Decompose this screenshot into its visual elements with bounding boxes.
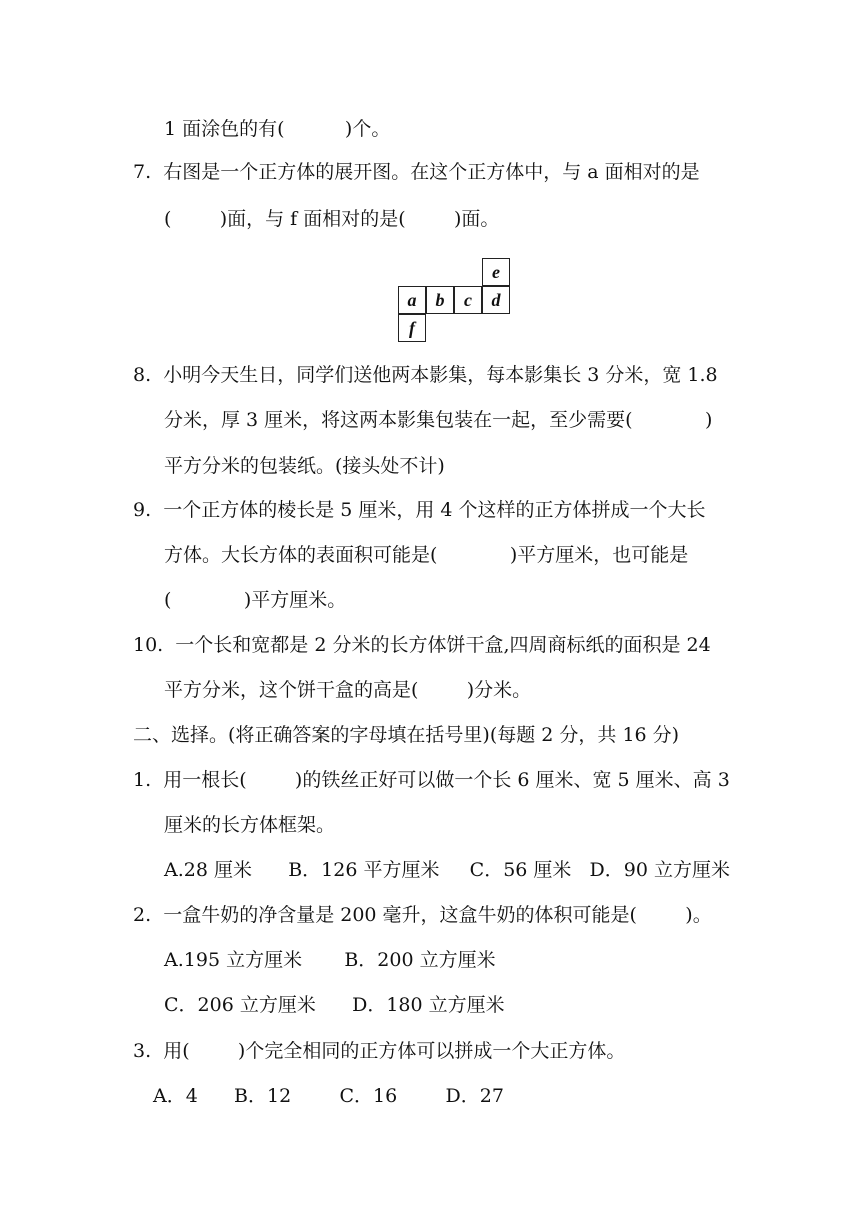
- q10-line-1: 10. 一个长和宽都是 2 分米的长方体饼干盒,四周商标纸的面积是 24: [133, 634, 711, 656]
- cube-net-figure: [398, 258, 510, 342]
- net-face-d: d: [482, 286, 510, 314]
- q10-line-2: 平方分米，这个饼干盒的高是( )分米。: [164, 679, 532, 701]
- net-face-b: b: [426, 286, 454, 314]
- q9-line-3: ( )平方厘米。: [164, 589, 347, 611]
- choice-1-line-2: 厘米的长方体框架。: [164, 814, 336, 836]
- net-face-e: e: [482, 258, 510, 286]
- q8-line-2: 分米，厚 3 厘米，将这两本影集包装在一起，至少需要( ): [164, 409, 713, 431]
- q9-line-2: 方体。大长方体的表面积可能是( )平方厘米，也可能是: [164, 544, 689, 566]
- q7-line-2: ( )面，与 f 面相对的是( )面。: [164, 208, 500, 230]
- choice-1-line-1: 1. 用一根长( )的铁丝正好可以做一个长 6 厘米、宽 5 厘米、高 3: [133, 769, 730, 791]
- net-face-f: f: [398, 314, 426, 342]
- net-face-a: a: [398, 286, 426, 314]
- q8-line-3: 平方分米的包装纸。(接头处不计): [164, 455, 445, 477]
- section-2-heading: 二、选择。(将正确答案的字母填在括号里)(每题 2 分，共 16 分): [133, 724, 680, 746]
- choice-2-options-1: A.195 立方厘米 B．200 立方厘米: [164, 949, 496, 971]
- choice-3-options: A．4 B．12 C．16 D．27: [153, 1085, 504, 1107]
- q9-line-1: 9. 一个正方体的棱长是 5 厘米，用 4 个这样的正方体拼成一个大长: [133, 499, 706, 521]
- choice-3-line-1: 3. 用( )个完全相同的正方体可以拼成一个大正方体。: [133, 1040, 626, 1062]
- choice-1-options: A.28 厘米 B．126 平方厘米 C．56 厘米 D．90 立方厘米: [164, 859, 731, 881]
- choice-2-options-2: C．206 立方厘米 D．180 立方厘米: [164, 994, 505, 1016]
- net-face-c: c: [454, 286, 482, 314]
- choice-2-line-1: 2. 一盒牛奶的净含量是 200 毫升，这盒牛奶的体积可能是( )。: [133, 904, 712, 926]
- q7-line-1: 7. 右图是一个正方体的展开图。在这个正方体中，与 a 面相对的是: [133, 161, 700, 183]
- q8-line-1: 8. 小明今天生日，同学们送他两本影集，每本影集长 3 分米，宽 1.8: [133, 364, 718, 386]
- q6-continuation: 1 面涂色的有( )个。: [164, 118, 391, 140]
